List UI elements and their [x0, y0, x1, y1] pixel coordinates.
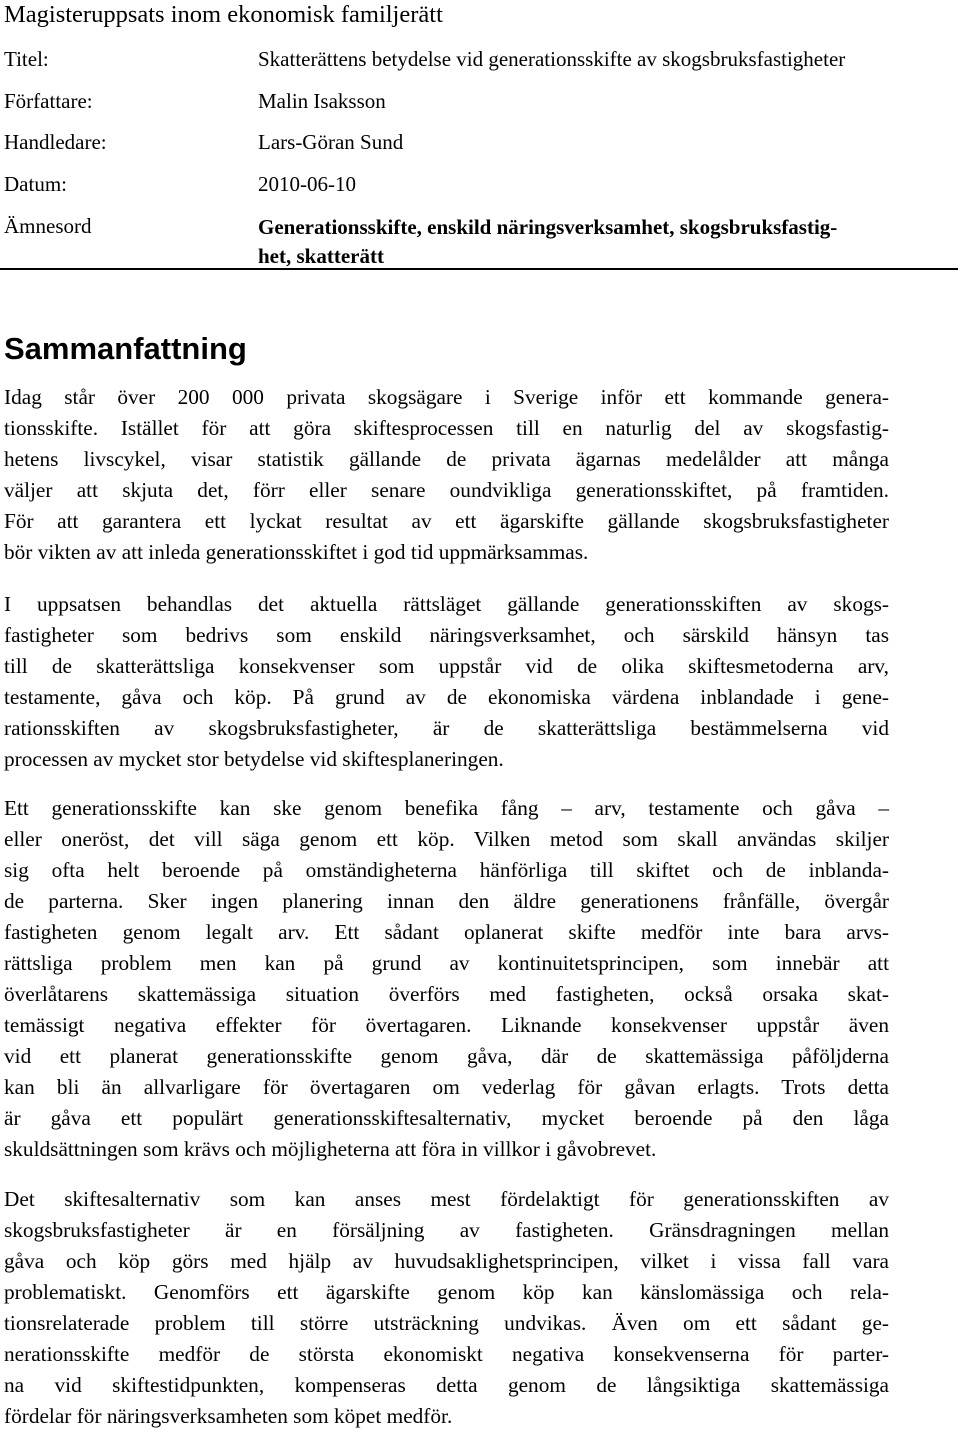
text-line: fördelar för näringsverksamheten som köpet medför.	[4, 1404, 453, 1428]
text-line: sig ofta helt beroende på omständigheterna hänförliga till skiftet och de inblanda-	[4, 858, 889, 882]
text-line: I uppsatsen behandlas det aktuella rättsläget gällande generationsskiften av skogs-	[4, 592, 889, 616]
text-line: tionsrelaterade problem till större utsträckning undvikas. Även om ett sådant ge-	[4, 1311, 889, 1335]
text-line: testamente, gåva och köp. På grund av de ekonomiska värdena inblandade i gene-	[4, 685, 889, 709]
keywords-line: het, skatterätt	[258, 244, 384, 268]
text-line: väljer att skjuta det, förr eller senare oundvikliga generationsskiftet, på framtiden.	[4, 478, 889, 502]
text-line: na vid skiftestidpunkten, kompenseras detta genom de långsiktiga skattemässiga	[4, 1373, 889, 1397]
meta-supervisor-label: Handledare:	[4, 130, 107, 154]
meta-date-value: 2010-06-10	[258, 172, 356, 196]
text-line: bör vikten av att inleda generationsskiftet i god tid uppmärksammas.	[4, 540, 589, 564]
text-line: kan bli än allvarligare för övertagaren om vederlag för gåvan erlagts. Trots detta	[4, 1075, 889, 1099]
text-line: nerationsskifte medför de största ekonomiskt negativa konsekvenserna för parter-	[4, 1342, 889, 1366]
meta-keywords-value	[258, 213, 958, 271]
paragraph-2	[4, 589, 889, 775]
keywords-line: Generationsskifte, enskild näringsverksamhet, skogsbruksfastig-	[258, 215, 838, 239]
text-line: eller oneröst, det vill säga genom ett köp. Vilken metod som skall användas skiljer	[4, 827, 889, 851]
text-line: fastigheten genom legalt arv. Ett sådant oplanerat skifte medför inte bara arvs-	[4, 920, 889, 944]
section-heading: Sammanfattning	[4, 331, 247, 366]
text-line: tionsskifte. Istället för att göra skiftesprocessen till en naturlig del av skogsfastig-	[4, 416, 889, 440]
text-line: skogsbruksfastigheter är en försäljning av fastigheten. Gränsdragningen mellan	[4, 1218, 889, 1242]
meta-keywords-label: Ämnesord	[4, 214, 92, 238]
meta-title-label: Titel:	[4, 47, 49, 71]
text-line: rättsliga problem men kan på grund av kontinuitetsprincipen, som innebär att	[4, 951, 889, 975]
text-line: överlåtarens skattemässiga situation överförs med fastigheten, också orsaka skat-	[4, 982, 889, 1006]
text-line: Ett generationsskifte kan ske genom benefika fång – arv, testamente och gåva –	[4, 796, 889, 820]
text-line: rationsskiften av skogsbruksfastigheter, är de skatterättsliga bestämmelserna vid	[4, 716, 889, 740]
meta-supervisor-value: Lars-Göran Sund	[258, 130, 404, 154]
paragraph-1	[4, 382, 889, 568]
meta-date-label: Datum:	[4, 172, 67, 196]
meta-author-value: Malin Isaksson	[258, 89, 386, 113]
text-line: skuldsättningen som krävs och möjligheterna att föra in villkor i gåvobrevet.	[4, 1137, 657, 1161]
document-title: Magisteruppsats inom ekonomisk familjerätt	[4, 1, 443, 28]
meta-title-value: Skatterättens betydelse vid generationsskifte av skogsbruksfastigheter	[258, 47, 846, 71]
text-line: Idag står över 200 000 privata skogsägare i Sverige inför ett kommande genera-	[4, 385, 889, 409]
text-line: temässigt negativa effekter för övertagaren. Liknande konsekvenser uppstår även	[4, 1013, 889, 1037]
text-line: gåva och köp görs med hjälp av huvudsaklighetsprincipen, vilket i vissa fall vara	[4, 1249, 889, 1273]
text-line: För att garantera ett lyckat resultat av ett ägarskifte gällande skogsbruksfastigheter	[4, 509, 889, 533]
text-line: vid ett planerat generationsskifte genom gåva, där de skattemässiga påföljderna	[4, 1044, 889, 1068]
text-line: processen av mycket stor betydelse vid skiftesplaneringen.	[4, 747, 504, 771]
paragraph-3	[4, 793, 889, 1165]
text-line: hetens livscykel, visar statistik gällande de privata ägarnas medelålder att många	[4, 447, 889, 471]
header-divider	[0, 268, 958, 270]
text-line: fastigheter som bedrivs som enskild näringsverksamhet, och särskild hänsyn tas	[4, 623, 889, 647]
text-line: till de skatterättsliga konsekvenser som uppstår vid de olika skiftesmetoderna arv,	[4, 654, 889, 678]
text-line: de parterna. Sker ingen planering innan den äldre generationens frånfälle, övergår	[4, 889, 889, 913]
text-line: problematiskt. Genomförs ett ägarskifte genom köp kan känslomässiga och rela-	[4, 1280, 889, 1304]
text-line: är gåva ett populärt generationsskiftesalternativ, mycket beroende på den låga	[4, 1106, 889, 1130]
paragraph-4	[4, 1184, 889, 1432]
text-line: Det skiftesalternativ som kan anses mest fördelaktigt för generationsskiften av	[4, 1187, 889, 1211]
meta-author-label: Författare:	[4, 89, 93, 113]
